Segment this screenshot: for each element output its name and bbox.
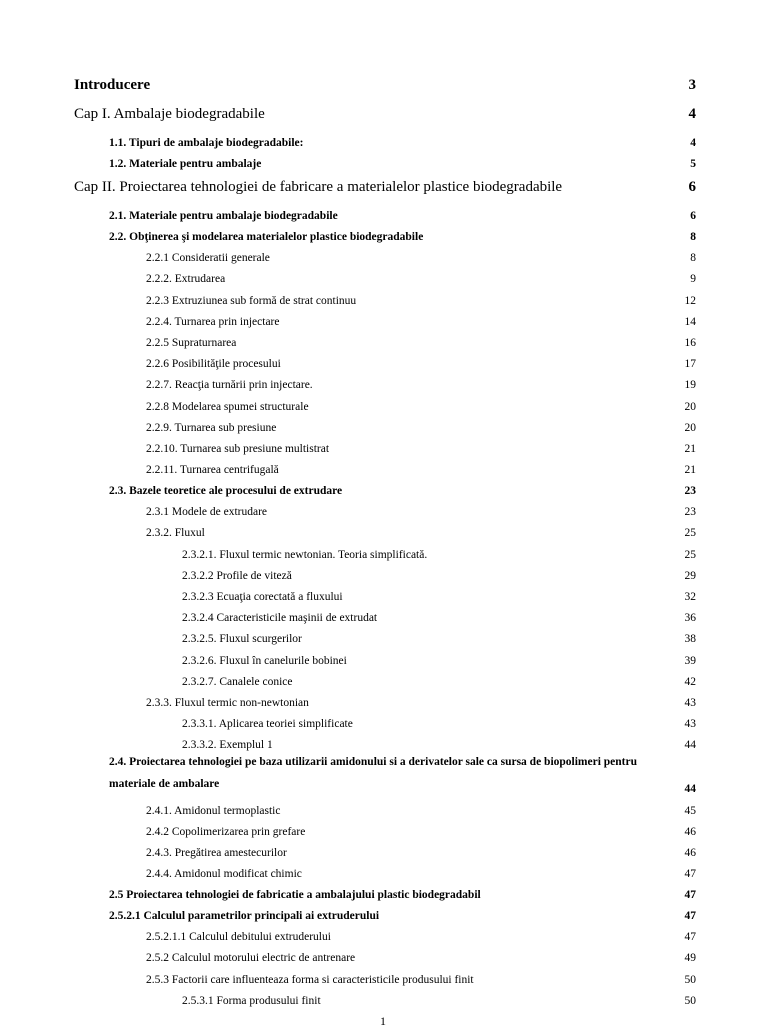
toc-entry	[74, 859, 696, 880]
toc-entry-page: 32	[684, 591, 696, 603]
toc-entry	[74, 817, 696, 838]
toc-entry-title: Cap II. Proiectarea tehnologiei de fabricare a materialelor plastice biodegradabile	[74, 179, 563, 195]
toc-entry	[74, 70, 696, 94]
toc-entry-page: 44	[684, 783, 696, 796]
toc-entry-title: 2.3.1 Modele de extrudare	[146, 506, 268, 519]
toc-entry-page: 39	[684, 654, 696, 667]
toc-entry-title: 2.2.9. Turnarea sub presiune	[146, 421, 277, 434]
toc-entry-title: 2.3.2.3 Ecuaţia corectată a fluxului	[182, 591, 343, 603]
toc-entry	[74, 645, 696, 666]
toc-entry-page: 25	[684, 527, 696, 540]
toc-entry-page: 44	[684, 739, 696, 752]
toc-entry-title: 2.4.4. Amidonul modificat chimic	[146, 868, 302, 881]
toc-entry-title: 1.2. Materiale pentru ambalaje	[109, 158, 262, 170]
toc-entry-page: 47	[684, 910, 696, 923]
toc-entry-title: 2.3.3. Fluxul termic non-newtonian	[146, 696, 309, 709]
toc-entry-title: 2.3.3.2. Exemplul 1	[182, 739, 273, 752]
toc-entry-page: 47	[684, 931, 696, 944]
toc-entry-page: 29	[684, 569, 696, 582]
toc-entry	[74, 943, 696, 964]
toc-entry	[74, 94, 696, 123]
table-of-contents	[74, 70, 696, 1007]
toc-entry-title: 2.3.2.7. Canalele conice	[182, 675, 293, 688]
toc-entry-page: 25	[684, 548, 696, 561]
toc-entry-title: 2.3.2.6. Fluxul în canelurile bobinei	[182, 654, 347, 667]
toc-entry-title: 2.2.8 Modelarea spumei structurale	[146, 400, 309, 413]
toc-entry-page: 21	[684, 442, 696, 455]
toc-entry	[74, 709, 696, 730]
toc-entry-title: 2.2.2. Extrudarea	[146, 273, 226, 286]
toc-entry-title: 2.2.10. Turnarea sub presiune multistrat	[146, 442, 330, 455]
toc-entry-title: 2.3.2.1. Fluxul termic newtonian. Teoria simplificată.	[182, 548, 428, 561]
toc-entry-title: 2.2. Obţinerea şi modelarea materialelor plastice biodegradabile	[109, 231, 424, 243]
toc-entry-title: 2.5 Proiectarea tehnologiei de fabricatie a ambalajului plastic biodegradabil	[109, 889, 481, 902]
toc-entry-page: 45	[684, 804, 696, 817]
toc-entry	[74, 307, 696, 328]
toc-entry-title: 2.3. Bazele teoretice ale procesului de extrudare	[109, 485, 343, 498]
toc-entry	[74, 413, 696, 434]
toc-entry-page: 3	[688, 77, 696, 93]
toc-entry-page: 8	[690, 231, 696, 243]
toc-entry	[74, 518, 696, 539]
toc-entry-title: 2.4. Proiectarea tehnologiei pe baza utilizarii amidonului si a derivatelor sale ca sursa de biopolimeri pentru materiale de ambalare	[109, 756, 638, 791]
toc-entry-page: 43	[684, 696, 696, 709]
toc-entry-title: 2.2.4. Turnarea prin injectare	[146, 315, 280, 328]
toc-entry	[74, 476, 696, 497]
toc-entry-title: Introducere	[74, 77, 151, 93]
toc-entry-title: 1.1. Tipuri de ambalaje biodegradabile:	[109, 137, 304, 149]
toc-entry-page: 43	[684, 718, 696, 731]
toc-entry-page: 47	[684, 889, 696, 902]
toc-entry	[74, 838, 696, 859]
toc-entry	[74, 880, 696, 901]
toc-entry-title: 2.5.2.1 Calculul parametrilor principali ai extruderului	[109, 910, 380, 923]
toc-entry	[74, 455, 696, 476]
toc-entry-page: 5	[690, 158, 696, 170]
toc-entry	[74, 603, 696, 624]
toc-entry-title: 2.5.3 Factorii care influenteaza forma si caracteristicile produsului finit	[146, 973, 474, 986]
toc-entry-page: 36	[684, 612, 696, 625]
toc-entry-title: 2.5.3.1 Forma produsului finit	[182, 994, 321, 1007]
toc-entry-title: 2.3.2.2 Profile de viteză	[182, 569, 292, 582]
toc-entry-page: 19	[684, 379, 696, 392]
toc-entry	[74, 561, 696, 582]
toc-entry-title: 2.2.11. Turnarea centrifugală	[146, 464, 279, 477]
toc-entry-title: 2.3.3.1. Aplicarea teoriei simplificate	[182, 718, 353, 731]
toc-entry-title: 2.4.3. Pregătirea amestecurilor	[146, 846, 287, 859]
toc-entry-page: 14	[684, 315, 696, 328]
toc-entry-page: 50	[684, 994, 696, 1007]
toc-entry-page: 9	[690, 273, 696, 286]
toc-entry-page: 17	[684, 358, 696, 371]
toc-entry-page: 20	[684, 421, 696, 434]
toc-entry	[74, 328, 696, 349]
toc-entry	[74, 370, 696, 391]
toc-entry	[74, 901, 696, 922]
toc-entry-page: 49	[684, 952, 696, 965]
toc-entry-page: 46	[684, 846, 696, 859]
toc-entry-page: 20	[684, 400, 696, 413]
toc-entry-page: 4	[690, 137, 696, 149]
toc-entry-title: 2.5.2.1.1 Calculul debitului extruderului	[146, 931, 331, 944]
toc-entry-title: 2.2.7. Reacţia turnării prin injectare.	[146, 379, 313, 392]
toc-entry-page: 42	[684, 675, 696, 688]
toc-entry	[74, 123, 696, 149]
toc-entry-page: 6	[688, 179, 696, 195]
toc-entry	[74, 922, 696, 943]
toc-entry-page: 50	[684, 973, 696, 986]
toc-entry-page: 8	[690, 252, 696, 265]
toc-entry	[74, 795, 696, 816]
toc-entry	[74, 349, 696, 370]
toc-entry-title: Cap I. Ambalaje biodegradabile	[74, 106, 265, 122]
toc-entry	[74, 434, 696, 455]
toc-entry	[74, 730, 696, 751]
toc-entry	[74, 149, 696, 170]
toc-entry	[74, 667, 696, 688]
toc-entry	[74, 243, 696, 264]
toc-entry	[74, 222, 696, 243]
toc-entry	[74, 264, 696, 285]
toc-entry-page: 23	[684, 485, 696, 498]
toc-entry	[74, 751, 696, 795]
toc-entry-title: 2.4.1. Amidonul termoplastic	[146, 804, 281, 817]
toc-entry-title: 2.2.6 Posibilităţile procesului	[146, 358, 281, 371]
toc-entry	[74, 986, 696, 1007]
toc-entry-page: 38	[684, 633, 696, 646]
toc-entry	[74, 624, 696, 645]
toc-entry	[74, 391, 696, 412]
toc-entry-title: 2.1. Materiale pentru ambalaje biodegradabile	[109, 210, 338, 222]
toc-entry	[74, 196, 696, 222]
toc-entry-title: 2.2.5 Supraturnarea	[146, 336, 237, 349]
toc-entry-title: 2.4.2 Copolimerizarea prin grefare	[146, 825, 306, 838]
toc-entry	[74, 285, 696, 306]
toc-entry-title: 2.2.1 Consideratii generale	[146, 252, 270, 265]
toc-entry-page: 12	[684, 294, 696, 307]
toc-entry-page: 21	[684, 464, 696, 477]
toc-entry-page: 6	[690, 210, 696, 222]
toc-entry-page: 4	[688, 106, 696, 122]
toc-entry-title: 2.3.2.4 Caracteristicile maşinii de extrudat	[182, 612, 378, 625]
toc-entry	[74, 582, 696, 603]
toc-entry	[74, 497, 696, 518]
toc-entry-page: 16	[684, 336, 696, 349]
toc-entry-page: 46	[684, 825, 696, 838]
page-number: 1	[380, 1014, 386, 1028]
toc-entry-title: 2.3.2.5. Fluxul scurgerilor	[182, 633, 302, 646]
toc-entry-page: 47	[684, 868, 696, 881]
toc-entry	[74, 688, 696, 709]
toc-entry	[74, 964, 696, 985]
toc-entry	[74, 539, 696, 560]
toc-entry-page: 23	[684, 506, 696, 519]
toc-entry-title: 2.2.3 Extruziunea sub formă de strat continuu	[146, 294, 357, 307]
toc-entry-title: 2.3.2. Fluxul	[146, 527, 205, 540]
toc-entry-title: 2.5.2 Calculul motorului electric de antrenare	[146, 952, 356, 965]
toc-entry	[74, 170, 696, 196]
